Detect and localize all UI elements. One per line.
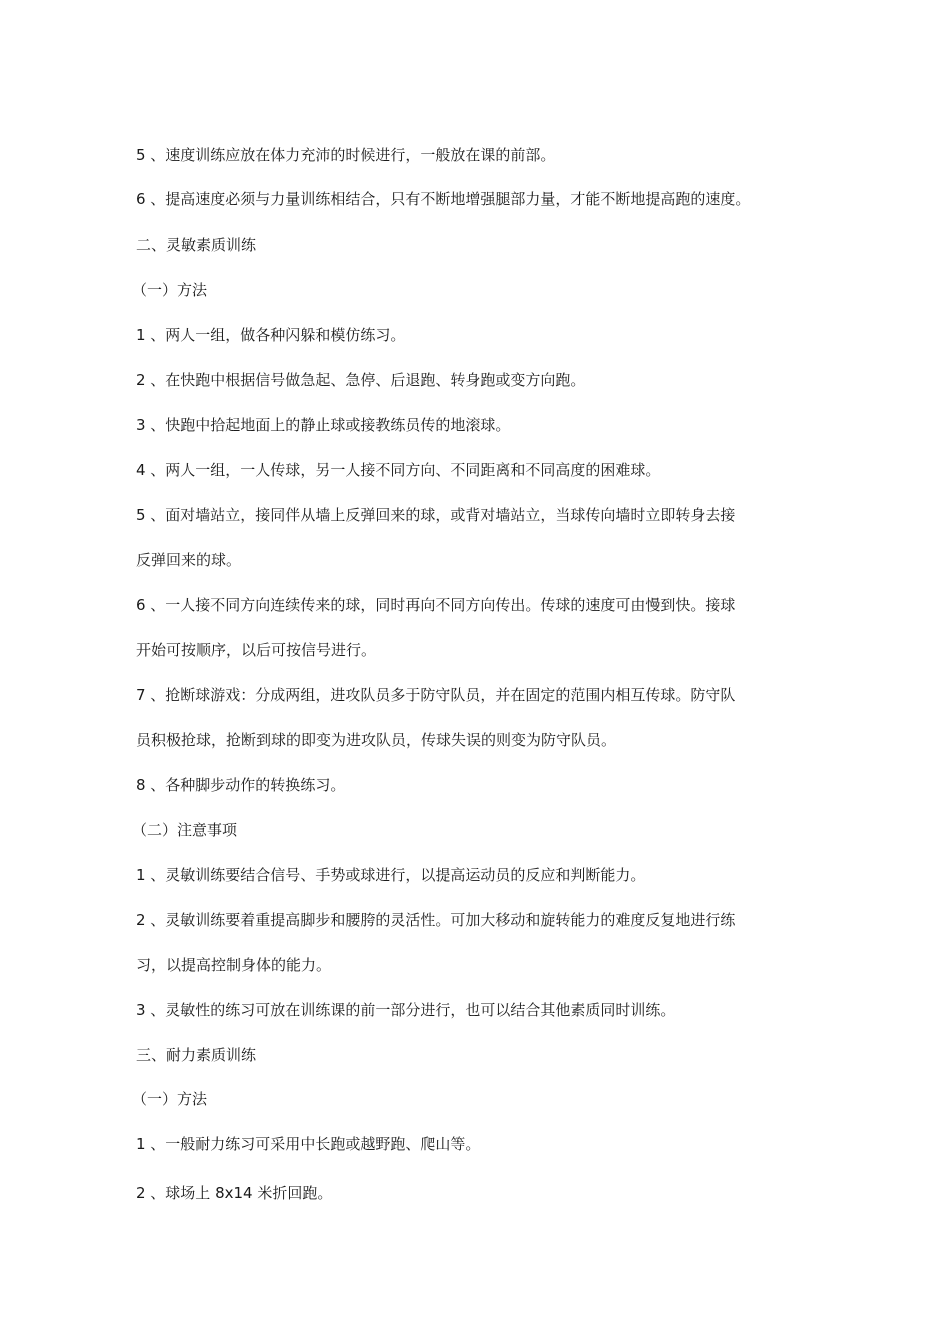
paragraph-line: 8 、各种脚步动作的转换练习。: [136, 776, 346, 794]
paragraph-line: 员积极抢球，抢断到球的即变为进攻队员，传球失误的则变为防守队员。: [136, 731, 617, 749]
paragraph-line: 4 、两人一组，一人传球，另一人接不同方向、不同距离和不同高度的困难球。: [136, 461, 661, 479]
paragraph-line: 3 、快跑中拾起地面上的静止球或接教练员传的地滚球。: [136, 416, 511, 434]
paragraph-line: 7 、抢断球游戏：分成两组，进攻队员多于防守队员，并在固定的范围内相互传球。防守队: [136, 686, 736, 704]
paragraph-line: 开始可按顺序，以后可按信号进行。: [136, 641, 377, 659]
subsection-heading: （一）方法: [132, 1090, 208, 1108]
paragraph-line: 习，以提高控制身体的能力。: [136, 956, 332, 974]
paragraph-line: 反弹回来的球。: [136, 551, 242, 569]
paragraph-line: 5 、速度训练应放在体力充沛的时候进行，一般放在课的前部。: [136, 146, 556, 164]
paragraph-line: 1 、灵敏训练要结合信号、手势或球进行，以提高运动员的反应和判断能力。: [136, 866, 646, 884]
paragraph-line: 2 、灵敏训练要着重提高脚步和腰胯的灵活性。可加大移动和旋转能力的难度反复地进行练: [136, 911, 736, 929]
paragraph-line: 1 、两人一组，做各种闪躲和模仿练习。: [136, 326, 406, 344]
section-heading: 三、耐力素质训练: [136, 1046, 257, 1064]
section-heading: 二、灵敏素质训练: [136, 236, 257, 254]
paragraph-line: 3 、灵敏性的练习可放在训练课的前一部分进行，也可以结合其他素质同时训练。: [136, 1001, 676, 1019]
subsection-heading: （二）注意事项: [132, 821, 238, 839]
paragraph-line: 2 、在快跑中根据信号做急起、急停、后退跑、转身跑或变方向跑。: [136, 371, 586, 389]
paragraph-line: 2 、球场上 8x14 米折回跑。: [136, 1184, 333, 1202]
paragraph-line: 5 、面对墙站立，接同伴从墙上反弹回来的球，或背对墙站立，当球传向墙时立即转身去接: [136, 506, 736, 524]
paragraph-line: 1 、一般耐力练习可采用中长跑或越野跑、爬山等。: [136, 1135, 481, 1153]
paragraph-line: 6 、一人接不同方向连续传来的球，同时再向不同方向传出。传球的速度可由慢到快。接球: [136, 596, 736, 614]
paragraph-line: 6 、提高速度必须与力量训练相结合，只有不断地增强腿部力量，才能不断地提高跑的速度。: [136, 190, 751, 208]
subsection-heading: （一）方法: [132, 281, 208, 299]
